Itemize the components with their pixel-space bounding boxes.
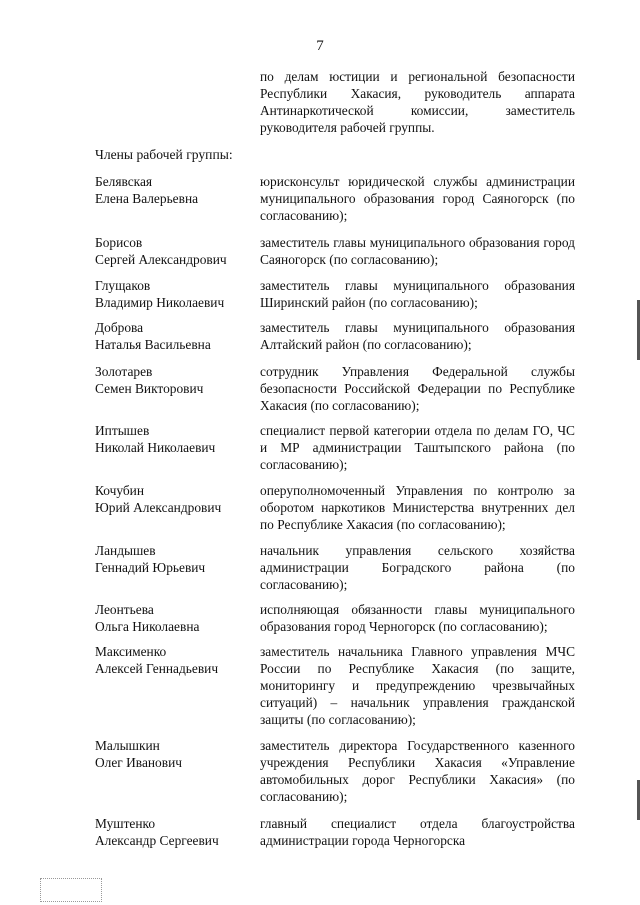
faded-stamp <box>40 878 102 902</box>
page-number: 7 <box>316 38 324 54</box>
member-description: заместитель начальника Главного управления МЧС России по Республике Хакасия (по защите, мониторингу и предупреждению чрезвычайных ситуаций) – начальник управления гражданской защиты (по согласованию); <box>260 644 575 727</box>
members-heading: Члены рабочей группы: <box>95 147 233 162</box>
member-name: Муштенко Александр Сергеевич <box>95 816 219 848</box>
member-description: заместитель главы муниципального образования город Саяногорск (по согласованию); <box>260 235 575 267</box>
member-description: заместитель директора Государственного казенного учреждения Республики Хакасия «Управление автомобильных дорог Республики Хакасия» (по согласованию); <box>260 738 575 804</box>
member-name: Леонтьева Ольга Николаевна <box>95 602 200 634</box>
member-name: Доброва Наталья Васильевна <box>95 320 211 352</box>
member-description: начальник управления сельского хозяйства администрации Боградского района (по согласованию); <box>260 543 575 592</box>
member-name: Малышкин Олег Иванович <box>95 738 182 770</box>
member-description: юрисконсульт юридической службы администрации муниципального образования город Саяногорск (по согласованию); <box>260 174 575 223</box>
member-description: главный специалист отдела благоустройства администрации города Черногорска <box>260 816 575 848</box>
member-name: Максименко Алексей Геннадьевич <box>95 644 219 676</box>
member-name: Ландышев Геннадий Юрьевич <box>95 543 206 575</box>
member-name: Глущаков Владимир Николаевич <box>95 278 225 310</box>
member-name: Белявская Елена Валерьевна <box>95 174 199 206</box>
member-description: заместитель главы муниципального образования Алтайский район (по согласованию); <box>260 320 575 352</box>
member-name: Борисов Сергей Александрович <box>95 235 227 267</box>
member-name: Иптышев Николай Николаевич <box>95 423 216 455</box>
member-name: Кочубин Юрий Александрович <box>95 483 222 515</box>
member-description: оперуполномоченный Управления по контролю за оборотом наркотиков Министерства внутренних дел по Республике Хакасия (по согласованию); <box>260 483 575 532</box>
member-description: специалист первой категории отдела по делам ГО, ЧС и МР администрации Таштыпского района (по согласованию); <box>260 423 575 472</box>
continuation-paragraph: по делам юстиции и региональной безопасности Республики Хакасия, руководитель аппарата Антинаркотической комиссии, заместитель руководителя рабочей группы. <box>260 69 575 135</box>
member-description: заместитель главы муниципального образования Ширинский район (по согласованию); <box>260 278 575 310</box>
member-description: сотрудник Управления Федеральной службы безопасности Российской Федерации по Республике Хакасия (по согласованию); <box>260 364 575 413</box>
member-description: исполняющая обязанности главы муниципального образования город Черногорск (по согласованию); <box>260 602 575 634</box>
member-name: Золотарев Семен Викторович <box>95 364 204 396</box>
